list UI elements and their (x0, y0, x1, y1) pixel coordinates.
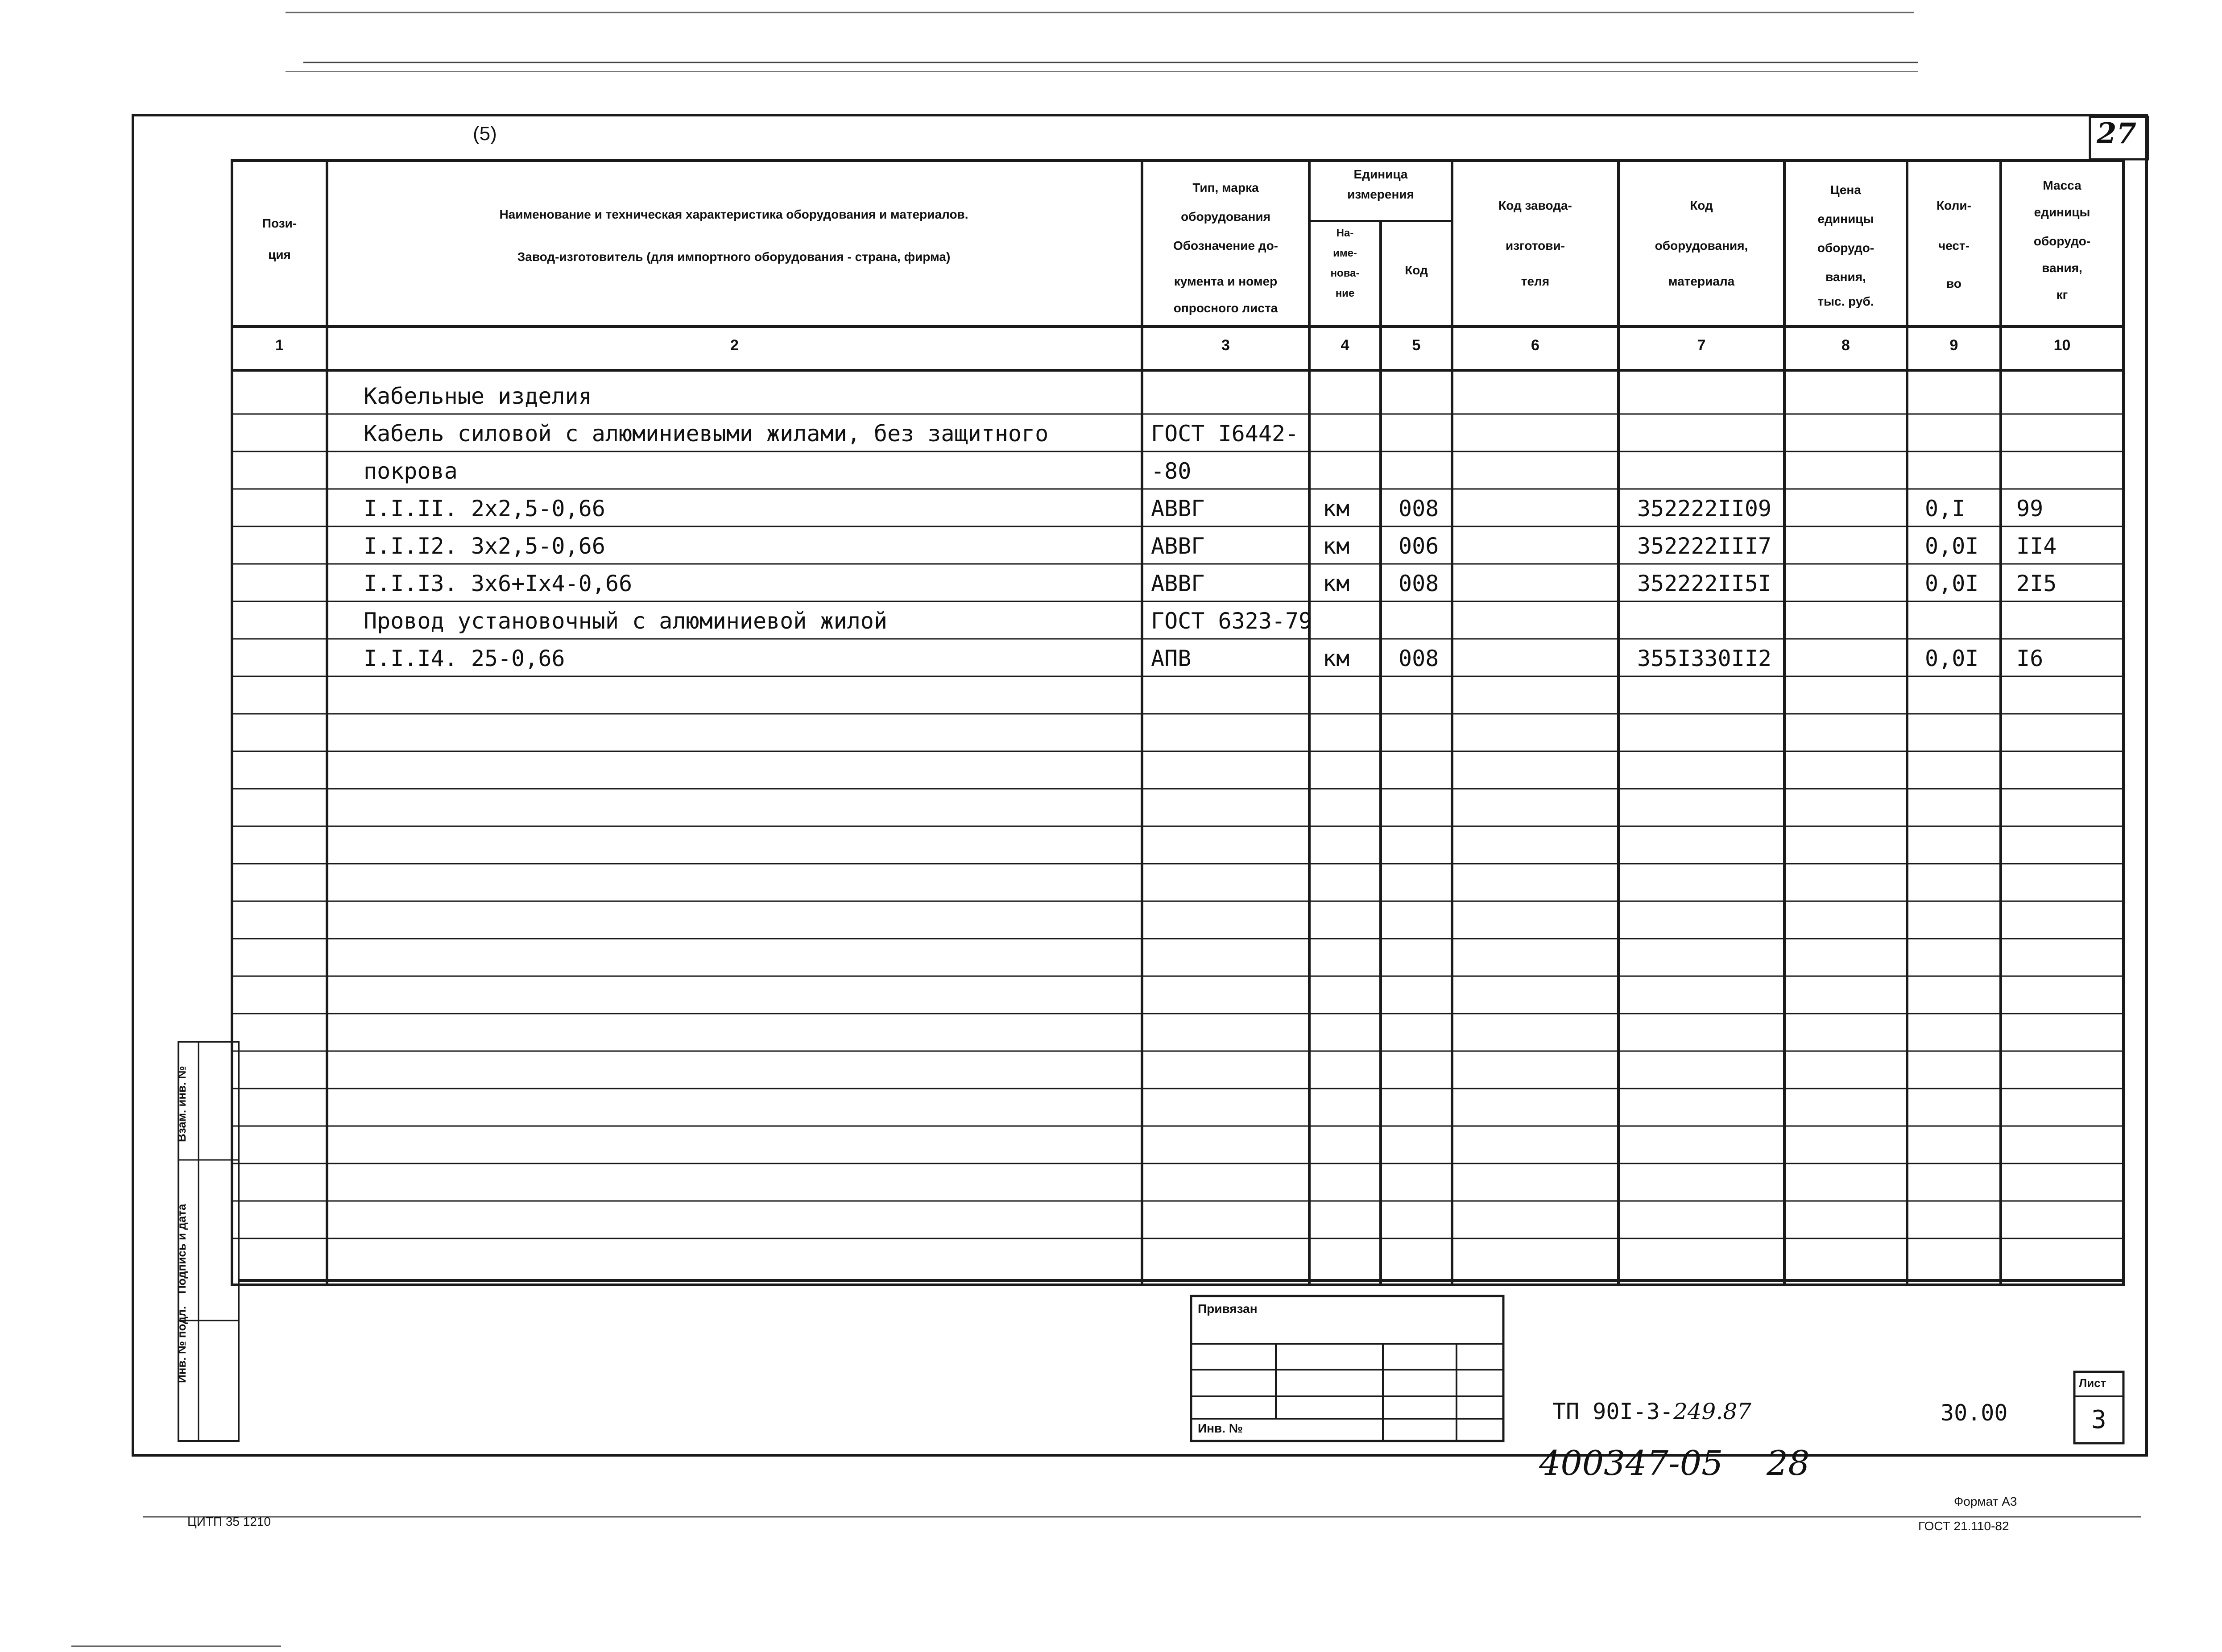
row-quantity: 0,0I (1925, 646, 1979, 671)
inventory-number: 400347-05 (1539, 1443, 1723, 1483)
row-equipment-code: 355I330II2 (1637, 646, 1772, 671)
row-unit: км (1323, 571, 1350, 596)
sheet-label: Лист (2079, 1376, 2106, 1390)
row-name: I.I.II. 2x2,5-0,66 (364, 496, 605, 522)
section-code: 30.00 (1941, 1400, 2008, 1426)
row-unit-code: 008 (1399, 571, 1439, 596)
header-unit-code: Код (1405, 263, 1428, 277)
row-quantity: 0,0I (1925, 533, 1979, 559)
row-mass: II4 (2016, 533, 2057, 559)
row-type: АВВГ (1151, 533, 1205, 559)
inventory-number-suffix: 28 (1767, 1443, 1810, 1483)
row-mass: 2I5 (2016, 571, 2057, 596)
side-label-inv: Инв. № подл. (175, 1306, 188, 1383)
group-mark: (5) (473, 123, 497, 145)
row-name: I.I.I2. 3x2,5-0,66 (364, 533, 605, 559)
row-type: АПВ (1151, 646, 1192, 671)
gost-label: ГОСТ 21.110-82 (1918, 1519, 2009, 1533)
row-name: Провод установочный с алюминиевой жилой (364, 608, 887, 634)
row-mass: I6 (2016, 646, 2044, 671)
row-unit-code: 008 (1399, 646, 1439, 671)
row-type: -80 (1151, 458, 1192, 484)
doc-code: ТП 90I-3-249.87 (1552, 1399, 1751, 1424)
doc-code-handwritten: 249.87 (1673, 1399, 1751, 1424)
row-unit: км (1323, 496, 1350, 522)
row-equipment-code: 352222II09 (1637, 496, 1772, 522)
side-label-signature: Подпись и дата (175, 1204, 188, 1294)
row-name: I.I.I4. 25-0,66 (364, 646, 565, 671)
print-code: ЦИТП 35 1210 (187, 1515, 271, 1528)
row-type: АВВГ (1151, 571, 1205, 596)
row-unit: км (1323, 646, 1350, 671)
bound-label: Привязан (1198, 1302, 1258, 1316)
row-quantity: 0,I (1925, 496, 1965, 522)
row-quantity: 0,0I (1925, 571, 1979, 596)
row-name: I.I.I3. 3x6+Ix4-0,66 (364, 571, 633, 596)
row-equipment-code: 352222II5I (1637, 571, 1772, 596)
row-unit-code: 008 (1399, 496, 1439, 522)
row-unit: км (1323, 533, 1350, 559)
row-equipment-code: 352222III7 (1637, 533, 1772, 559)
row-name: Кабель силовой с алюминиевыми жилами, без защитного (364, 421, 1049, 447)
sheet-number: 3 (2091, 1405, 2106, 1434)
row-type: АВВГ (1151, 496, 1205, 522)
row-mass: 99 (2016, 496, 2044, 522)
side-label-replace: Взам. инв. № (175, 1066, 188, 1142)
row-unit-code: 006 (1399, 533, 1439, 559)
row-type: ГОСТ 6323-79 (1151, 608, 1312, 634)
row-name: Кабельные изделия (364, 383, 592, 409)
corner-sheet-number: 27 (2097, 117, 2137, 150)
row-name: покрова (364, 458, 458, 484)
row-type: ГОСТ I6442- (1151, 421, 1299, 447)
format-label: Формат А3 (1954, 1495, 2017, 1508)
inv-label: Инв. № (1198, 1421, 1243, 1435)
